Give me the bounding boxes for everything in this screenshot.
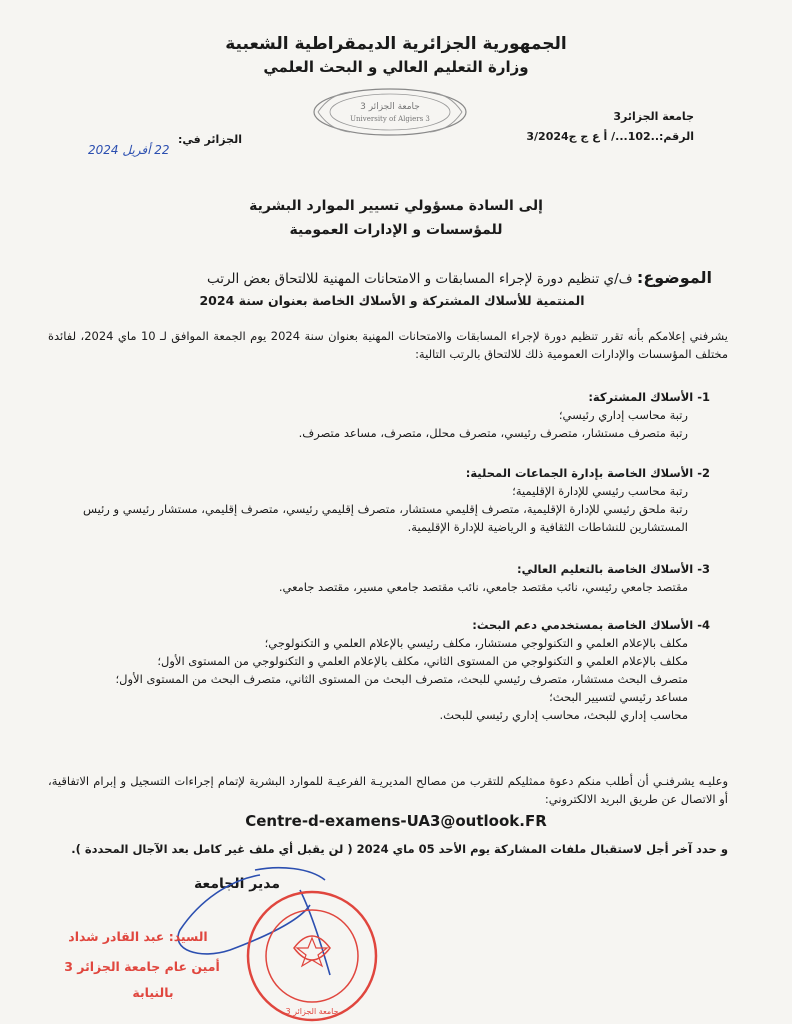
round-seal-icon bbox=[242, 888, 382, 1024]
subject-line-2: المنتمية للأسلاك المشتركة و الأسلاك الخاصة بعنوان سنة 2024 bbox=[199, 293, 585, 308]
ministry-heading: وزارة التعليم العالي و البحث العلمي bbox=[263, 58, 529, 76]
section-line: مكلف بالإعلام العلمي و التكنولوجي من المستوى الثاني، مكلف بالإعلام العلمي و التكنولوجي من المستوى الأول؛ bbox=[157, 654, 688, 668]
section-line: رتبة محاسب رئيسي للإدارة الإقليمية؛ bbox=[512, 484, 688, 498]
section-line: محاسب إداري للبحث، محاسب إداري رئيسي للبحث. bbox=[439, 708, 688, 722]
handwritten-date: 22 أفريل 2024 bbox=[88, 143, 170, 157]
contact-email[interactable]: Centre-d-examens-UA3@outlook.FR bbox=[245, 812, 547, 830]
section-line: مقتصد جامعي رئيسي، نائب مقتصد جامعي، نائب مقتصد جامعي مسير، مقتصد جامعي. bbox=[278, 580, 688, 594]
section-title: 2- الأسلاك الخاصة بإدارة الجماعات المحلية: bbox=[465, 466, 710, 480]
subject-label: الموضوع: bbox=[636, 268, 712, 287]
university-name: جامعة الجزائر3 bbox=[613, 110, 694, 123]
subject-line-1 bbox=[72, 268, 712, 287]
section-higher-education bbox=[60, 560, 710, 596]
section-line: رتبة متصرف مستشار، متصرف رئيسي، متصرف محلل، متصرف، مساعد متصرف. bbox=[298, 426, 688, 440]
section-local-administration bbox=[60, 464, 710, 536]
section-title: 1- الأسلاك المشتركة: bbox=[588, 390, 710, 404]
stamp-delegation: بالنيابة bbox=[132, 985, 174, 1000]
stamp-name: السيد: عبد القادر شداد bbox=[68, 929, 208, 944]
reference-number: الرقم:..102.../ أ ع ج ج3/2024 bbox=[526, 130, 694, 143]
addressee-line-2: للمؤسسات و الإدارات العمومية bbox=[289, 222, 503, 238]
section-line: رتبة محاسب إداري رئيسي؛ bbox=[558, 408, 688, 422]
logo-arabic-text: جامعة الجزائر 3 bbox=[360, 102, 420, 112]
addressee-line-1: إلى السادة مسؤولي تسيير الموارد البشرية bbox=[249, 198, 543, 214]
logo-english-text: University of Algiers 3 bbox=[350, 115, 430, 123]
republic-heading: الجمهورية الجزائرية الديمقراطية الشعبية bbox=[225, 34, 567, 54]
section-title: 3- الأسلاك الخاصة بالتعليم العالي: bbox=[516, 562, 710, 576]
intro-paragraph: يشرفني إعلامكم بأنه تقرر تنظيم دورة لإجراء المسابقات والامتحانات المهنية بعنوان سنة 2024 يوم الجمعة الموافق لـ 10 ماي 2024، لفائدة مختلف المؤسسات والإدارات العمومية ذلك للالتحاق بالرتب التالية: bbox=[48, 329, 728, 361]
deadline-note: و حدد آخر أجل لاستقبال ملفات المشاركة يوم الأحد 05 ماي 2024 ( لن يقبل أي ملف غير كامل بعد الآجال المحددة ). bbox=[71, 842, 728, 856]
section-line: رتبة ملحق رئيسي للإدارة الإقليمية، متصرف إقليمي مستشار، متصرف إقليمي رئيسي، متصرف إقليمي، مستشار رئيسي و رئيس المستشارين للنشاطات الثقافية و الرياضية للإدارة الإقليمية. bbox=[82, 502, 688, 534]
section-line: مكلف بالإعلام العلمي و التكنولوجي مستشار، مكلف رئيسي بالإعلام العلمي و التكنولوجي؛ bbox=[264, 636, 688, 650]
place-date-label: الجزائر في: bbox=[178, 133, 242, 146]
section-common-corps bbox=[60, 388, 710, 442]
section-line: متصرف البحث مستشار، متصرف رئيسي للبحث، متصرف البحث من المستوى الثاني، متصرف البحث من المستوى الأول؛ bbox=[115, 672, 688, 686]
subject-text: ف/ي تنظيم دورة لإجراء المسابقات و الامتحانات المهنية للالتحاق بعض الرتب bbox=[206, 271, 633, 287]
university-logo bbox=[310, 86, 470, 138]
section-title: 4- الأسلاك الخاصة بمستخدمي دعم البحث: bbox=[472, 618, 710, 632]
section-line: مساعد رئيسي لتسيير البحث؛ bbox=[549, 690, 688, 704]
signatory-title: مدير الجامعة bbox=[193, 876, 280, 892]
section-research-support bbox=[60, 616, 710, 724]
closing-paragraph: وعليـه يشرفنـي أن أطلب منكم دعوة ممثليكم للتقرب من مصالح المديريـة الفرعيـة للموارد البشرية لإتمام إجراءات التسجيل و إبرام الاتفاقية، أو الاتصال عن طريق البريد الالكتروني: bbox=[48, 774, 728, 806]
seal-text: جامعة الجزائر 3 bbox=[285, 1007, 339, 1016]
stamp-position: أمين عام جامعة الجزائر 3 bbox=[64, 959, 220, 974]
